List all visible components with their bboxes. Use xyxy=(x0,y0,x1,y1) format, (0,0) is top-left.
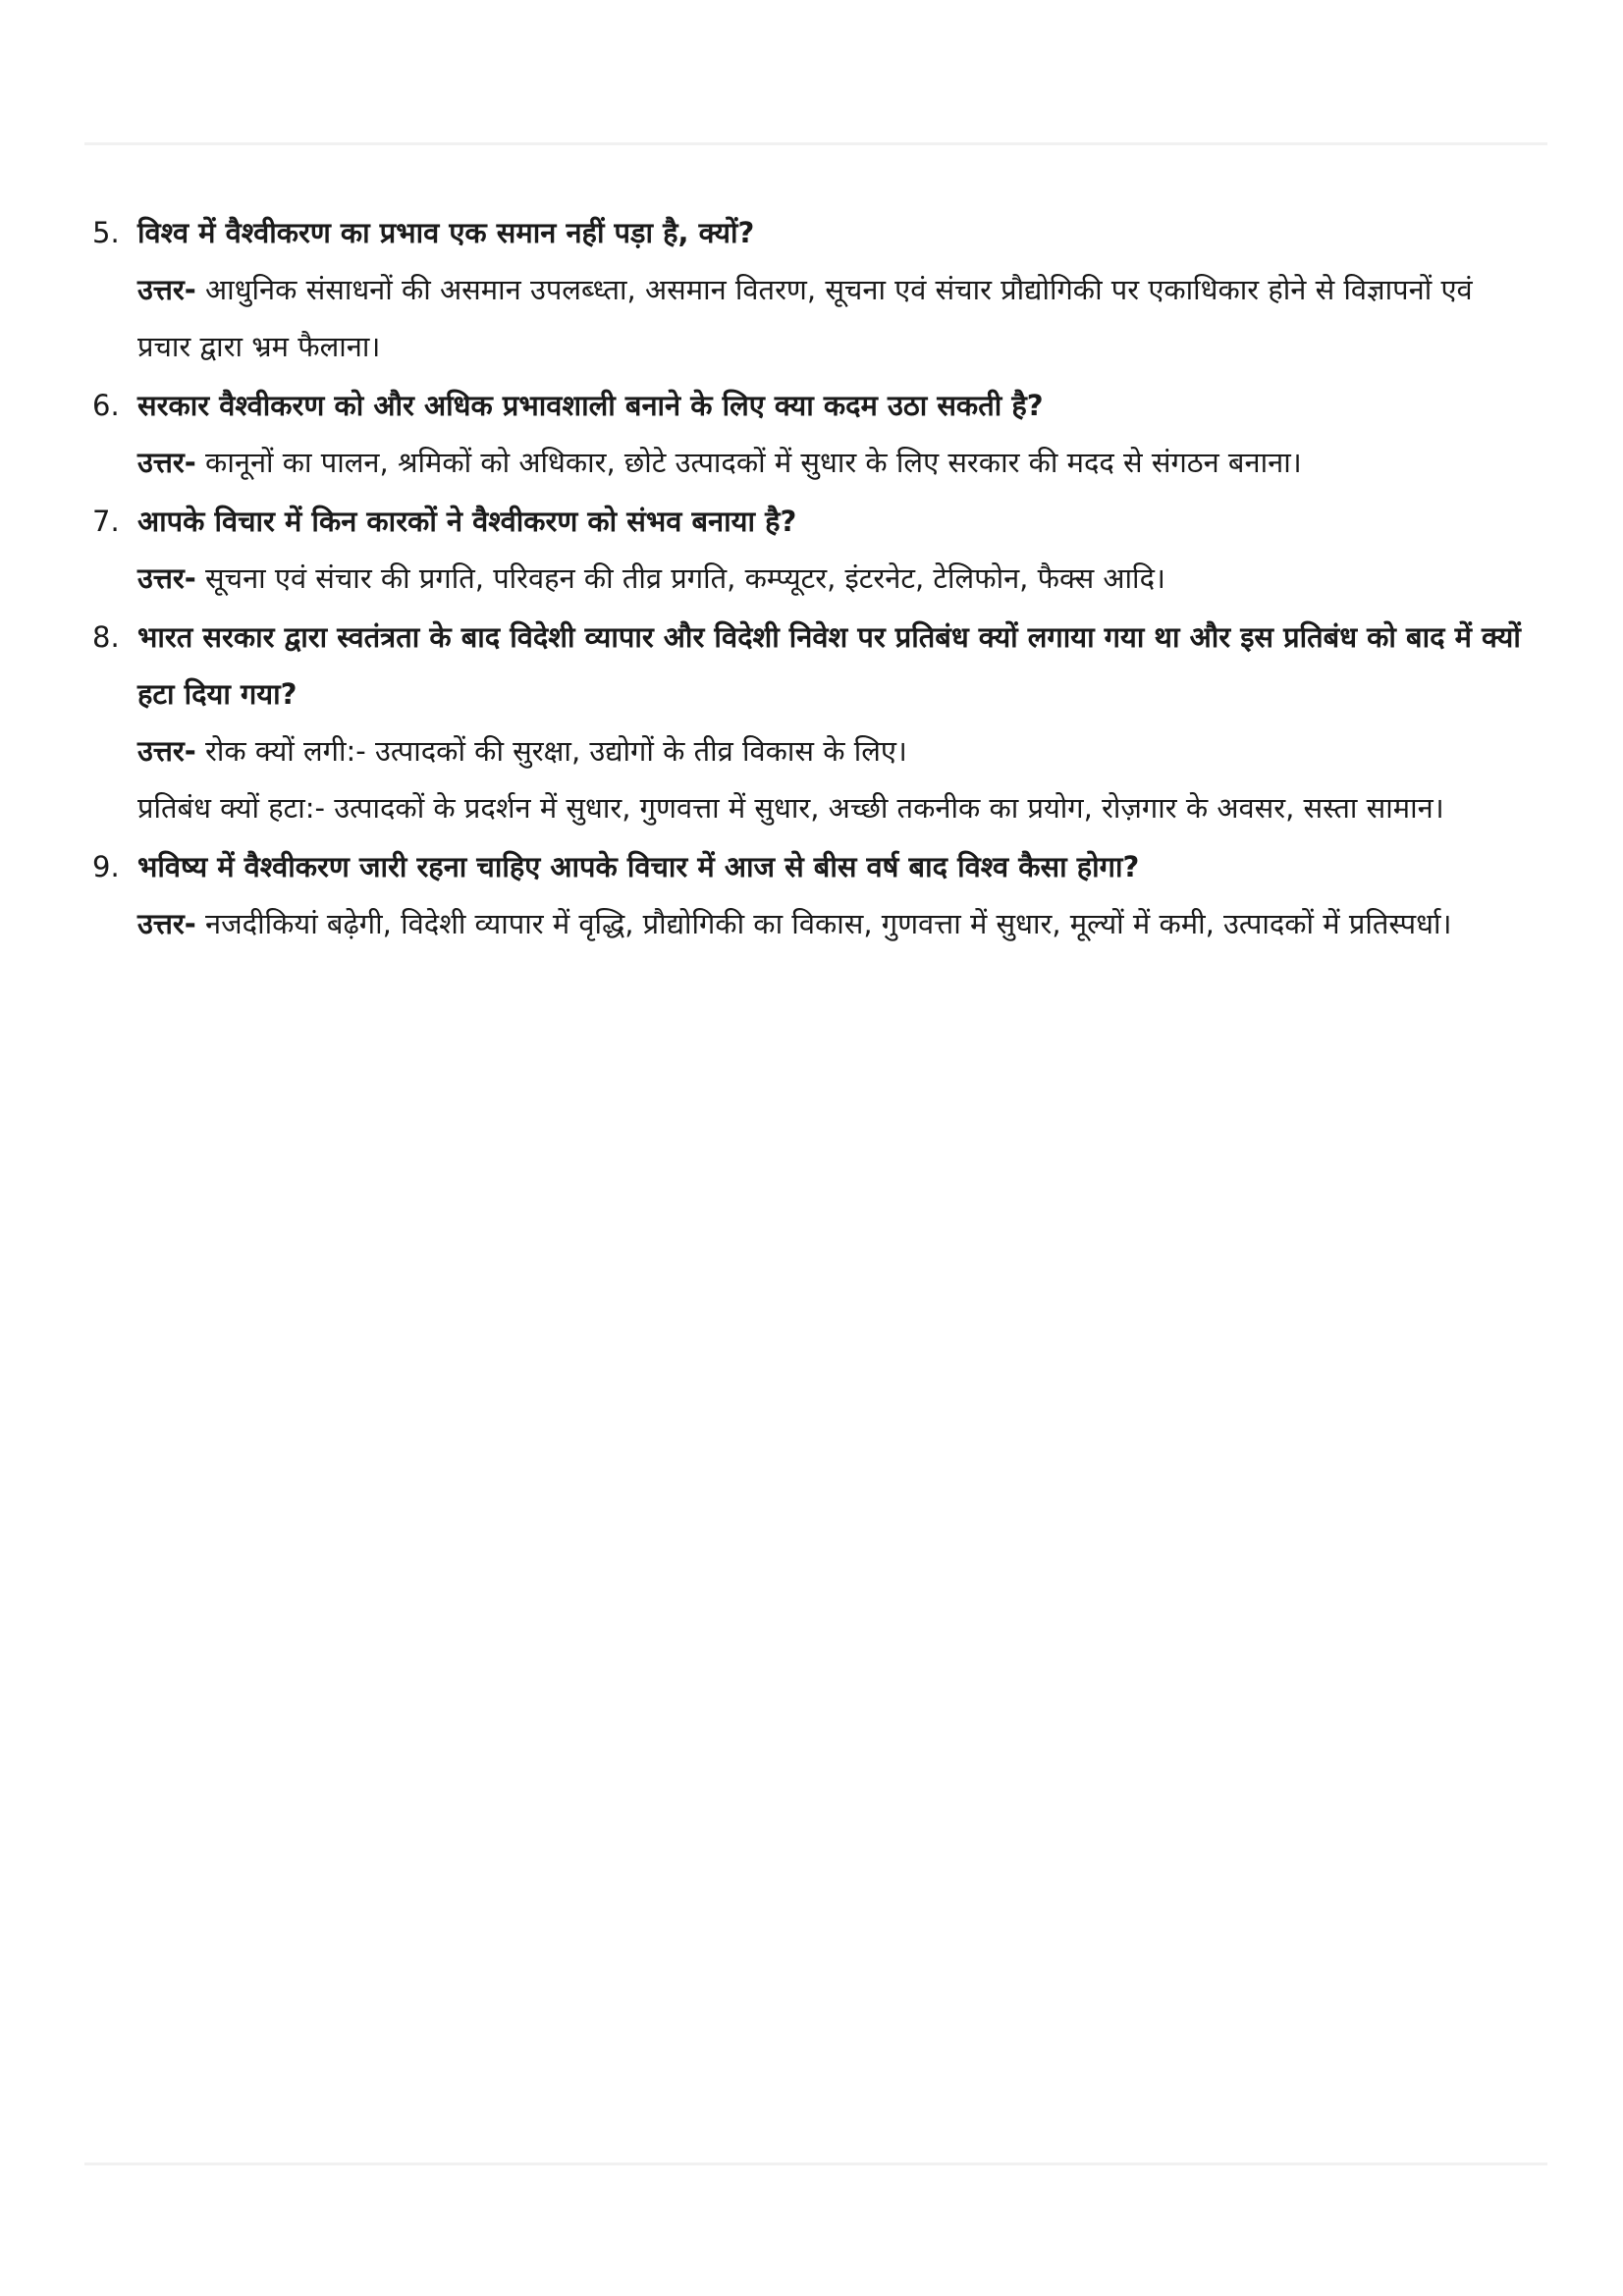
qa-list xyxy=(92,204,1526,954)
question-text: भविष्य में वैश्वीकरण जारी रहना चाहिए आपके विचार में आज से बीस वर्ष बाद विश्व कैसा होगा? xyxy=(137,850,1140,883)
qa-body xyxy=(137,493,1526,607)
answer-content: रोक क्यों लगी:- उत्पादकों की सुरक्षा, उद्योगों के तीव्र विकास के लिए। xyxy=(195,734,907,768)
question-number: 7. xyxy=(92,505,120,538)
question-number: 5. xyxy=(92,216,120,249)
question-number: 9. xyxy=(92,850,120,883)
qa-body xyxy=(137,204,1526,375)
answer-text xyxy=(137,722,1526,779)
bottom-divider xyxy=(84,2163,1547,2165)
qa-item-6 xyxy=(92,377,1526,491)
answer-content: नजदीकियां बढ़ेगी, विदेशी व्यापार में वृद्धि, प्रौद्योगिकी का विकास, गुणवत्ता में सुधार, मूल्यों में कमी, उत्पादकों में प्रतिस्पर्धा। xyxy=(195,907,1452,940)
answer-content: आधुनिक संसाधनों की असमान उपलब्ध्ता, असमान वितरण, सूचना एवं संचार प्रौद्योगिकी पर एकाधिकार होने से विज्ञापनों एवं प्रचार द्वारा भ्रम फैलाना। xyxy=(137,273,1473,363)
answer-text xyxy=(137,261,1526,375)
question-text: सरकार वैश्वीकरण को और अधिक प्रभावशाली बनाने के लिए क्या कदम उठा सकती है? xyxy=(137,389,1044,422)
qa-item-9 xyxy=(92,838,1526,952)
answer-text xyxy=(137,895,1526,952)
question-text: विश्व में वैश्वीकरण का प्रभाव एक समान नहीं पड़ा है, क्यों? xyxy=(137,216,755,249)
question-number: 6. xyxy=(92,389,120,422)
qa-item-7 xyxy=(92,493,1526,607)
qa-body xyxy=(137,838,1526,952)
qa-item-8 xyxy=(92,609,1526,836)
qa-body xyxy=(137,609,1526,836)
question-number: 8. xyxy=(92,620,120,654)
answer-extra-text: प्रतिबंध क्यों हटा:- उत्पादकों के प्रदर्शन में सुधार, गुणवत्ता में सुधार, अच्छी तकनीक का प्रयोग, रोज़गार के अवसर, सस्ता सामान। xyxy=(137,791,1444,825)
answer-content: कानूनों का पालन, श्रमिकों को अधिकार, छोटे उत्पादकों में सुधार के लिए सरकार की मदद से संगठन बनाना। xyxy=(195,446,1302,479)
answer-label: उत्तर- xyxy=(137,907,196,940)
answer-label: उत्तर- xyxy=(137,446,196,479)
top-divider xyxy=(84,142,1547,145)
answer-text xyxy=(137,434,1526,491)
question-text: आपके विचार में किन कारकों ने वैश्वीकरण को संभव बनाया है? xyxy=(137,505,797,538)
question-text: भारत सरकार द्वारा स्वतंत्रता के बाद विदेशी व्यापार और विदेशी निवेश पर प्रतिबंध क्यों लगाया गया था और इस प्रतिबंध को बाद में क्यों हटा दिया गया? xyxy=(137,620,1521,711)
qa-body xyxy=(137,377,1526,491)
answer-label: उत्तर- xyxy=(137,561,196,595)
qa-item-5 xyxy=(92,204,1526,375)
answer-text xyxy=(137,550,1526,607)
answer-content: सूचना एवं संचार की प्रगति, परिवहन की तीव्र प्रगति, कम्प्यूटर, इंटरनेट, टेलिफोन, फैक्स आदि। xyxy=(195,561,1165,595)
answer-label: उत्तर- xyxy=(137,273,196,306)
answer-label: उत्तर- xyxy=(137,734,196,768)
